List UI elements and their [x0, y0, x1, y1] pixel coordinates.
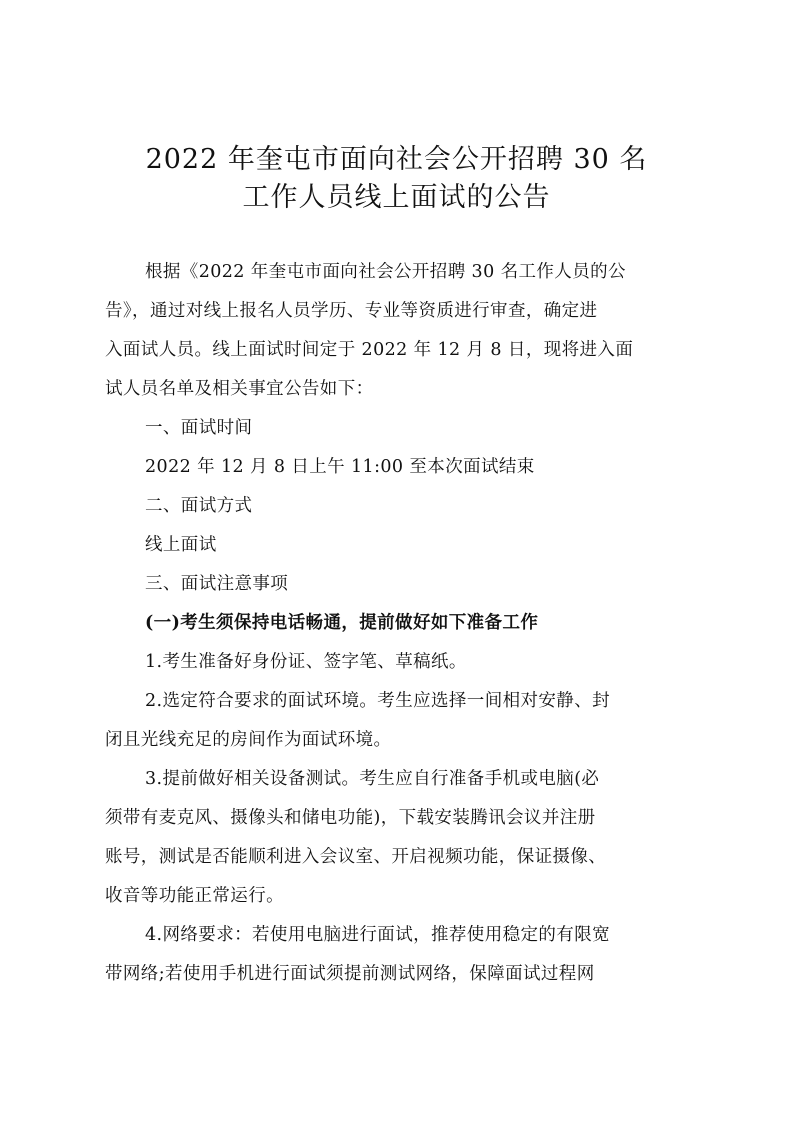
section-2-text: 线上面试 — [145, 535, 217, 555]
item-1: 1.考生准备好身份证、签字笔、草稿纸。 — [145, 652, 467, 672]
intro-line-3: 入面试人员。线上面试时间定于 2022 年 12 月 8 日，现将进入面 — [105, 340, 634, 360]
subsection-1-heading: (一)考生须保持电话畅通，提前做好如下准备工作 — [145, 613, 539, 633]
intro-line-2: 告》，通过对线上报名人员学历、专业等资质进行审查，确定进 — [105, 301, 598, 321]
item-3-line-1: 3.提前做好相关设备测试。考生应自行准备手机或电脑(必 — [145, 769, 600, 789]
section-1-text: 2022 年 12 月 8 日上午 11:00 至本次面试结束 — [145, 457, 535, 477]
section-2-heading: 二、面试方式 — [145, 496, 253, 516]
item-3-line-2: 须带有麦克风、摄像头和储电功能)，下载安装腾讯会议并注册 — [105, 808, 596, 828]
document-title-line-2: 工作人员线上面试的公告 — [242, 182, 551, 213]
item-4-line-1: 4.网络要求：若使用电脑进行面试，推荐使用稳定的有限宽 — [145, 925, 610, 945]
section-3-heading: 三、面试注意事项 — [145, 574, 289, 594]
item-2-line-1: 2.选定符合要求的面试环境。考生应选择一间相对安静、封 — [145, 691, 610, 711]
item-3-line-4: 收音等功能正常运行。 — [105, 886, 284, 906]
section-1-heading: 一、面试时间 — [145, 418, 253, 438]
intro-line-1: 根据《2022 年奎屯市面向社会公开招聘 30 名工作人员的公 — [145, 262, 626, 282]
item-4-line-2: 带网络;若使用手机进行面试须提前测试网络，保障面试过程网 — [105, 964, 595, 984]
document-title-line-1: 2022 年奎屯市面向社会公开招聘 30 名 — [145, 144, 648, 175]
intro-line-4: 试人员名单及相关事宜公告如下： — [105, 379, 374, 399]
item-2-line-2: 闭且光线充足的房间作为面试环境。 — [105, 730, 392, 750]
item-3-line-3: 账号，测试是否能顺利进入会议室、开启视频功能，保证摄像、 — [105, 847, 607, 867]
